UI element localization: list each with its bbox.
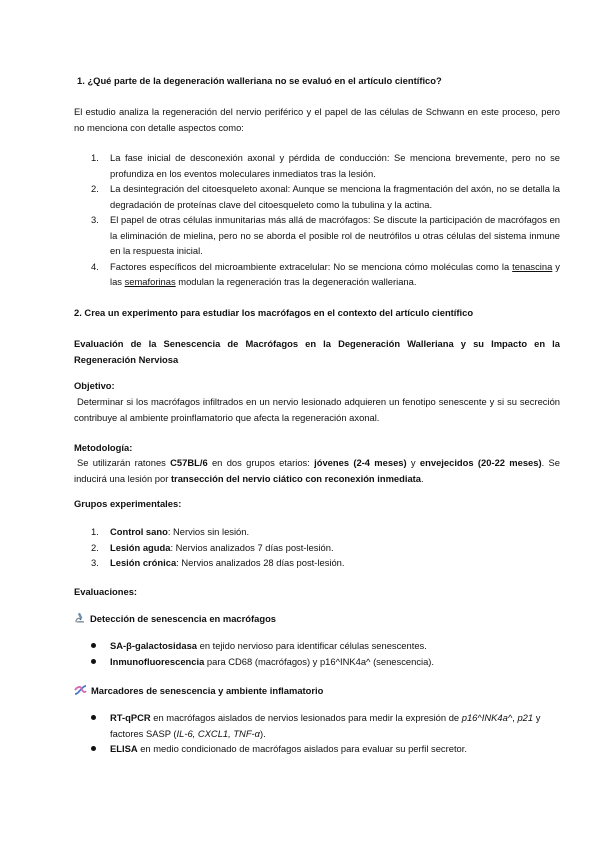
section-marcadores-heading: Marcadores de senescencia y ambiente inflamatorio [74,683,560,701]
grupos-label: Grupos experimentales: [74,498,182,509]
list-item: 3. Lesión crónica: Nervios analizados 28 días post-lesión. [91,557,345,568]
marcadores-list [74,710,560,757]
question-1-list [74,150,560,290]
metodologia-text: Se utilizarán ratones C57BL/6 en dos grupos etarios: jóvenes (2-4 meses) y envejecidos (20-22 meses). Se inducirá una lesión por transección del nervio ciático con reconexión inmediata. [74,457,560,484]
objetivo-text: Determinar si los macrófagos infiltrados en un nervio lesionado adquieren un fenotipo senescente y si su secreción contribuye al ambiente proinflamatorio que afecta la regeneración axonal. [74,396,560,423]
list-item: ELISA en medio condicionado de macrófagos aislados para evaluar su perfil secretor. [74,741,560,757]
list-item: Inmunofluorescencia para CD68 (macrófagos) y p16^INK4a^ (senescencia). [74,654,560,670]
objetivo-label: Objetivo: [74,380,115,391]
evaluaciones-label: Evaluaciones: [74,586,138,597]
question-1-number: 1. [77,75,85,86]
list-item: 2. Lesión aguda: Nervios analizados 7 días post-lesión. [91,541,334,553]
tenascina-term: tenascina [512,260,553,272]
question-1-intro: El estudio analiza la regeneración del nervio periférico y el papel de las células de Schwann en este proceso, pero no menciona con detalle aspectos como: [74,106,560,133]
question-1-title: ¿Qué parte de la degeneración walleriana no se evaluó en el artículo científico? [87,75,442,86]
dna-icon [74,684,87,701]
experiment-title: Evaluación de la Senescencia de Macrófagos en la Degeneración Walleriana y su Impacto en la Regeneración Nerviosa [74,338,560,365]
section-senescencia-heading: Detección de senescencia en macrófagos [74,611,560,629]
list-item: 2. La desintegración del citoesqueleto axonal: Aunque se menciona la fragmentación del axón, no se detalla la degradación de proteínas clave del citoesqueleto como la tubulina y la actina. [91,183,560,210]
grupos-list [74,524,560,571]
question-2-heading: 2. Crea un experimento para estudiar los macrófagos en el contexto del artículo científico [74,307,474,318]
list-item: RT-qPCR en macrófagos aislados de nervios lesionados para medir la expresión de p16^INK4a^, p21 y factores SASP (IL-6, CXCL1, TNF-α). [74,710,560,741]
list-item: 3. El papel de otras células inmunitarias más allá de macrófagos: Se discute la participación de macrófagos en la eliminación de mielina, pero no se aborda el posible rol de neutrófilos u otras células del sistema inmune en la respuesta inicial. [91,214,560,256]
senescencia-list [74,638,560,669]
list-item: 1. La fase inicial de desconexión axonal y pérdida de conducción: Se menciona brevemente, pero no se profundiza en los eventos moleculares inmediatos tras la lesión. [91,152,560,179]
list-item: 1. Control sano: Nervios sin lesión. [91,526,250,537]
metodologia-label: Metodología: [74,442,133,453]
microscope-icon [74,612,86,629]
list-item: 4. Factores específicos del microambiente extracelular: No se menciona cómo moléculas como la tenascina y las semaforinas modulan la regeneración tras la degeneración walleriana. [91,260,560,287]
list-item: SA-β-galactosidasa en tejido nervioso para identificar células senescentes. [74,638,560,654]
question-1-heading [74,73,560,89]
semaforinas-term: semaforinas [124,276,176,287]
